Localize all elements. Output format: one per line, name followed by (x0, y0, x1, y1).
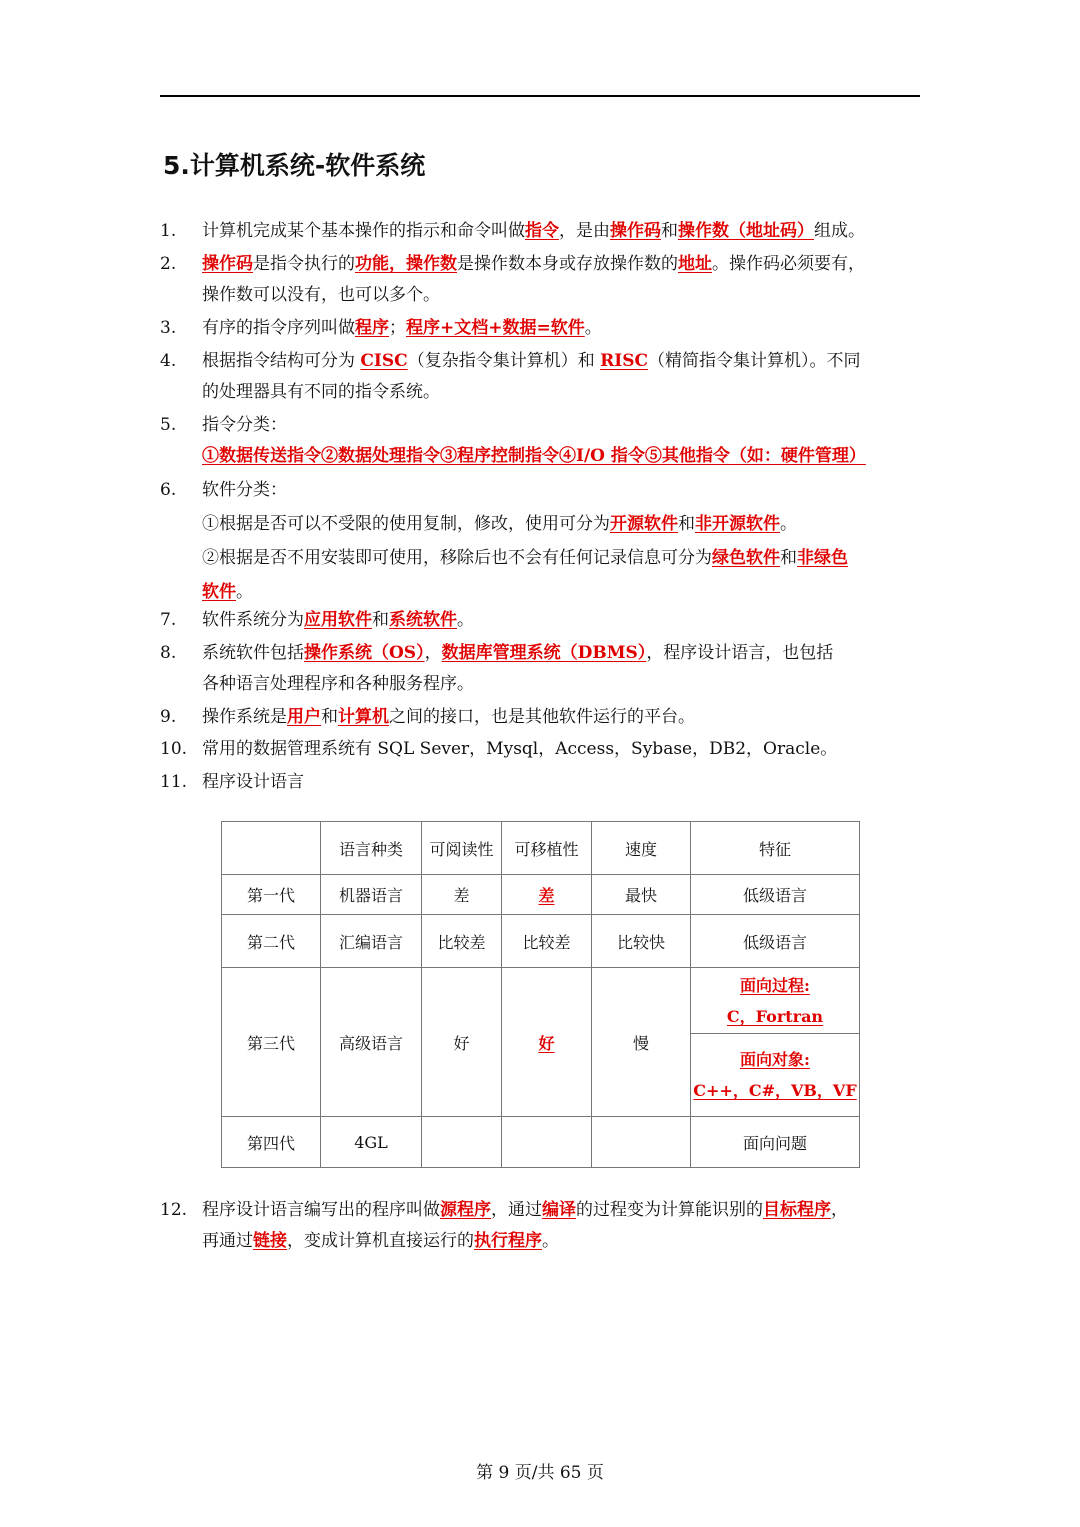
text-line (202, 669, 916, 700)
text-line (202, 346, 916, 377)
text-line (202, 216, 916, 247)
language-kind-cell: 高级语言 (321, 968, 422, 1117)
text-run: 。 (457, 610, 474, 630)
key-term: CISC (360, 351, 408, 371)
text-line (202, 767, 916, 798)
key-term: 非开源软件 (695, 514, 780, 534)
text-line (202, 1226, 916, 1257)
item-number: 12. (160, 1200, 188, 1220)
item-text (202, 734, 916, 765)
key-term: 应用软件 (304, 610, 372, 630)
text-run: 组成。 (814, 221, 865, 241)
key-term: 链接 (253, 1231, 287, 1251)
text-line (202, 734, 916, 765)
item-text (202, 638, 916, 700)
text-run: 和 (678, 514, 695, 534)
key-term: 操作码 (610, 221, 661, 241)
text-run: 软件分类： (202, 480, 287, 500)
text-run: 常用的数据管理系统有 SQL Sever，Mysql，Access，Sybase，DB2，Oracle。 (202, 739, 838, 759)
header-cell: 特征 (691, 822, 860, 875)
item-number: 11. (160, 772, 188, 792)
text-run: 。 (542, 1231, 559, 1251)
text-line (202, 441, 916, 472)
text-run: （精简指令集计算机）。不同 (648, 351, 861, 371)
text-run: ②根据是否不用安装即可使用，移除后也不会有任何记录信息可分为 (202, 548, 712, 568)
table-row (222, 968, 860, 1034)
text-run: 。 (780, 514, 797, 534)
header-cell: 速度 (592, 822, 691, 875)
text-run: （复杂指令集计算机）和 (407, 351, 601, 371)
portability-cell: 好 (502, 968, 592, 1117)
generation-cell: 第三代 (222, 968, 321, 1117)
text-run: 。 (236, 582, 253, 602)
text-run: ①根据是否可以不受限的使用复制，修改，使用可分为 (202, 514, 610, 534)
key-term: 开源软件 (610, 514, 678, 534)
text-line (202, 605, 916, 636)
key-term: 功能，操作数 (355, 254, 457, 274)
item-text (202, 605, 916, 636)
text-run: 。操作码必须要有， (712, 254, 865, 274)
text-run: 有序的指令序列叫做 (202, 318, 355, 338)
key-term: 程序+文档+数据=软件 (406, 318, 585, 338)
text-run: ； (389, 318, 406, 338)
readability-cell: 比较差 (422, 915, 502, 968)
text-run: 和 (780, 548, 797, 568)
text-run: 程序设计语言编写出的程序叫做 (202, 1200, 440, 1220)
feature-procedural-cell (691, 968, 860, 1034)
text-line (202, 702, 916, 733)
item-number: 5. (160, 415, 177, 435)
readability-cell: 差 (422, 875, 502, 915)
text-run: ， (831, 1200, 848, 1220)
item-number: 3. (160, 318, 177, 338)
feature-cell: 低级语言 (691, 875, 860, 915)
feature-cell: 面向问题 (691, 1117, 860, 1168)
key-term: 执行程序 (474, 1231, 542, 1251)
speed-cell: 比较快 (592, 915, 691, 968)
text-line (202, 280, 916, 311)
text-line (202, 249, 916, 280)
item-text (202, 346, 916, 408)
key-term: 系统软件 (389, 610, 457, 630)
text-run: 的过程变为计算能识别的 (576, 1200, 763, 1220)
header-cell (222, 822, 321, 875)
portability-cell (502, 1117, 592, 1168)
key-term: 数据库管理系统（DBMS） (441, 643, 647, 663)
key-term: 非绿色 (797, 548, 848, 568)
item-number: 9. (160, 707, 177, 727)
text-run: 计算机完成某个基本操作的指示和命令叫做 (202, 221, 525, 241)
key-term: 绿色软件 (712, 548, 780, 568)
text-run: ，是由 (559, 221, 610, 241)
text-run: ，程序设计语言，也包括 (646, 643, 834, 663)
key-term: 指令 (525, 221, 559, 241)
speed-cell: 慢 (592, 968, 691, 1117)
key-term: 操作数（地址码） (678, 221, 814, 241)
item-text (202, 767, 916, 798)
procedural-title: 面向过程: (740, 975, 810, 995)
item-text (202, 1195, 916, 1257)
text-run: 再通过 (202, 1231, 253, 1251)
text-line (202, 509, 916, 540)
object-title: 面向对象: (740, 1050, 810, 1069)
text-line (202, 577, 916, 608)
text-run: 各种语言处理程序和各种服务程序。 (202, 674, 474, 694)
portability-cell: 差 (502, 875, 592, 915)
key-term: 编译 (542, 1200, 576, 1220)
item-number: 8. (160, 643, 177, 663)
text-line (202, 377, 916, 408)
text-run: 是指令执行的 (253, 254, 355, 274)
header-cell: 可阅读性 (422, 822, 502, 875)
item-text (202, 249, 916, 311)
text-run: 程序设计语言 (202, 772, 304, 792)
table-row (222, 875, 860, 915)
header-rule (160, 95, 920, 97)
text-run: 操作系统是 (202, 707, 287, 727)
item-text (202, 410, 916, 472)
text-line (202, 313, 916, 344)
portability-cell: 比较差 (502, 915, 592, 968)
text-line (202, 475, 916, 506)
item-text (202, 313, 916, 344)
item-number: 6. (160, 480, 177, 500)
text-run: 根据指令结构可分为 (202, 351, 361, 371)
speed-cell (592, 1117, 691, 1168)
generation-cell: 第一代 (222, 875, 321, 915)
item-number: 7. (160, 610, 177, 630)
header-cell: 语言种类 (321, 822, 422, 875)
section-title: 5.计算机系统-软件系统 (163, 151, 426, 180)
text-run: 是操作数本身或存放操作数的 (457, 254, 678, 274)
generation-cell: 第二代 (222, 915, 321, 968)
readability-cell (422, 1117, 502, 1168)
text-run: ， (424, 643, 442, 663)
table-row (222, 915, 860, 968)
language-kind-cell: 机器语言 (321, 875, 422, 915)
key-term: 操作码 (202, 254, 253, 274)
key-term: 源程序 (440, 1200, 491, 1220)
text-run: 之间的接口，也是其他软件运行的平台。 (389, 707, 695, 727)
item-number: 10. (160, 739, 188, 759)
text-run: 和 (321, 707, 338, 727)
generation-cell: 第四代 (222, 1117, 321, 1168)
key-term: 用户 (287, 707, 321, 727)
text-run: 指令分类： (202, 415, 287, 435)
table-header-row (222, 822, 860, 875)
procedural-languages: C，Fortran (726, 1006, 824, 1026)
text-line (202, 638, 916, 669)
item-text (202, 216, 916, 247)
text-line (202, 410, 916, 441)
item-number: 4. (160, 351, 177, 371)
language-kind-cell: 4GL (321, 1117, 422, 1168)
language-kind-cell: 汇编语言 (321, 915, 422, 968)
key-term: 软件 (202, 582, 236, 602)
key-term: RISC (600, 351, 648, 371)
item-number: 1. (160, 221, 177, 241)
speed-cell: 最快 (592, 875, 691, 915)
text-run: ，变成计算机直接运行的 (287, 1231, 474, 1251)
text-run: 软件系统分为 (202, 610, 304, 630)
key-term: 计算机 (338, 707, 389, 727)
header-cell: 可移植性 (502, 822, 592, 875)
language-table (221, 821, 860, 1168)
text-run: 系统软件包括 (202, 643, 304, 663)
text-run: 。 (584, 318, 602, 338)
key-term: 目标程序 (763, 1200, 831, 1220)
text-run: 和 (661, 221, 678, 241)
feature-object-cell (691, 1034, 860, 1117)
page-footer: 第 9 页/共 65 页 (476, 1463, 604, 1483)
text-run: ，通过 (491, 1200, 542, 1220)
item-number: 2. (160, 254, 177, 274)
text-run: 操作数可以没有，也可以多个。 (202, 285, 440, 305)
key-term: 地址 (678, 254, 712, 274)
text-line (202, 543, 916, 574)
item-text (202, 702, 916, 733)
table-row (222, 1117, 860, 1168)
text-run: 的处理器具有不同的指令系统。 (202, 382, 440, 402)
readability-cell: 好 (422, 968, 502, 1117)
text-run: 和 (372, 610, 389, 630)
key-term: ①数据传送指令②数据处理指令③程序控制指令④I/O 指令⑤其他指令（如：硬件管理） (202, 446, 866, 466)
item-text (202, 475, 916, 608)
key-term: 操作系统（OS） (304, 643, 425, 663)
object-languages: C++，C#，VB，VF (693, 1081, 857, 1100)
text-line (202, 1195, 916, 1226)
feature-cell: 低级语言 (691, 915, 860, 968)
key-term: 程序 (355, 318, 389, 338)
